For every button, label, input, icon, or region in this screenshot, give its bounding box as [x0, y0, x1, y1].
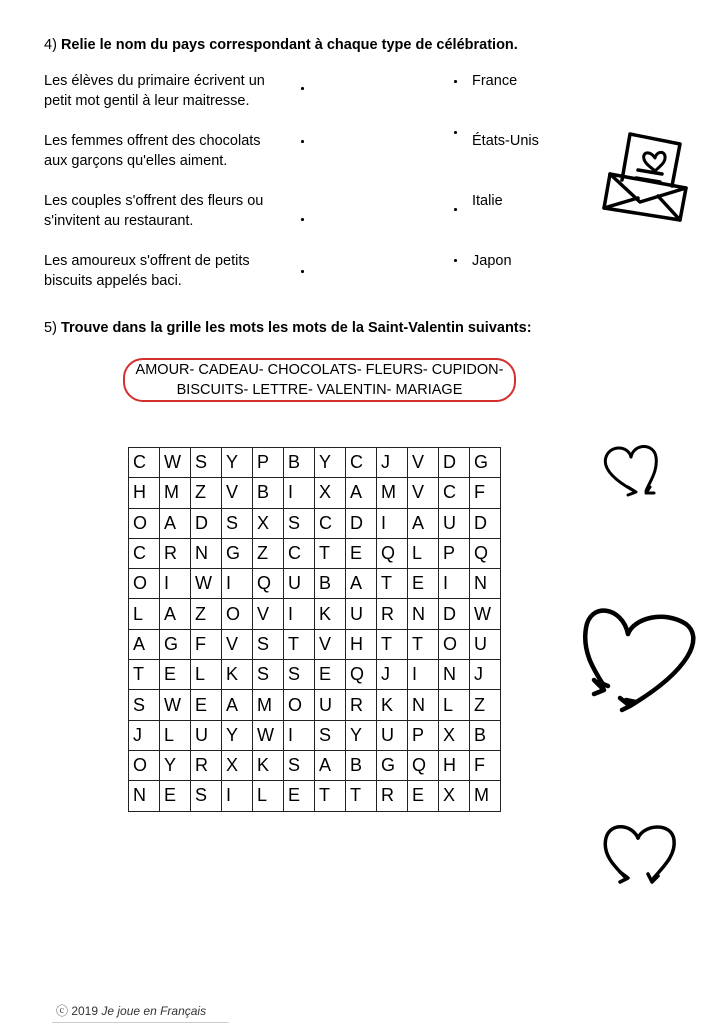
grid-cell[interactable]: T	[408, 629, 439, 659]
grid-cell[interactable]: D	[191, 508, 222, 538]
grid-cell[interactable]: I	[377, 508, 408, 538]
grid-cell[interactable]: A	[408, 508, 439, 538]
grid-cell[interactable]: M	[253, 690, 284, 720]
grid-cell[interactable]: R	[377, 781, 408, 811]
grid-cell[interactable]: E	[160, 660, 191, 690]
grid-cell[interactable]: J	[470, 660, 501, 690]
grid-cell[interactable]: U	[377, 720, 408, 750]
footer-copyright	[56, 1002, 206, 1019]
grid-cell[interactable]: W	[160, 690, 191, 720]
grid-cell[interactable]: Q	[346, 660, 377, 690]
grid-cell[interactable]: N	[439, 660, 470, 690]
grid-cell[interactable]: D	[346, 508, 377, 538]
grid-cell[interactable]: S	[191, 448, 222, 478]
grid-cell[interactable]: V	[222, 478, 253, 508]
q4-left-item-1-line2: petit mot gentil à leur maitresse.	[44, 93, 250, 109]
grid-cell[interactable]: G	[222, 538, 253, 568]
q4-left-item-2	[44, 131, 284, 171]
match-dot-left-1[interactable]	[301, 87, 304, 90]
grid-cell[interactable]: U	[439, 508, 470, 538]
grid-cell[interactable]: Q	[253, 569, 284, 599]
grid-cell[interactable]: Y	[346, 720, 377, 750]
grid-cell[interactable]: T	[315, 781, 346, 811]
grid-row	[129, 508, 501, 538]
grid-row	[129, 478, 501, 508]
match-dot-right-2[interactable]	[454, 131, 457, 134]
grid-cell[interactable]: E	[160, 781, 191, 811]
grid-cell[interactable]: I	[408, 660, 439, 690]
grid-row	[129, 538, 501, 568]
grid-row	[129, 569, 501, 599]
grid-cell[interactable]: I	[222, 569, 253, 599]
grid-cell[interactable]: K	[315, 599, 346, 629]
grid-cell[interactable]: S	[253, 660, 284, 690]
grid-cell[interactable]: H	[129, 478, 160, 508]
grid-cell[interactable]: I	[160, 569, 191, 599]
grid-cell[interactable]: S	[191, 781, 222, 811]
grid-cell[interactable]: N	[129, 781, 160, 811]
q4-left-item-2-line1: Les femmes offrent des chocolats	[44, 133, 261, 149]
country-japon: Japon	[472, 253, 512, 269]
grid-cell[interactable]: E	[408, 781, 439, 811]
grid-row	[129, 448, 501, 478]
grid-cell[interactable]: L	[408, 538, 439, 568]
grid-cell[interactable]: E	[346, 538, 377, 568]
grid-cell[interactable]: F	[470, 478, 501, 508]
grid-cell[interactable]: A	[315, 750, 346, 780]
grid-cell[interactable]: R	[377, 599, 408, 629]
match-dot-right-3[interactable]	[454, 208, 457, 211]
grid-cell[interactable]: F	[470, 750, 501, 780]
grid-cell[interactable]: K	[377, 690, 408, 720]
grid-cell[interactable]: Z	[191, 478, 222, 508]
grid-cell[interactable]: X	[439, 781, 470, 811]
grid-cell[interactable]: C	[284, 538, 315, 568]
grid-cell[interactable]: V	[408, 478, 439, 508]
love-letter-icon	[600, 128, 698, 226]
grid-cell[interactable]: A	[160, 508, 191, 538]
grid-cell[interactable]: C	[439, 478, 470, 508]
word-search-grid	[128, 447, 501, 812]
grid-cell[interactable]: B	[470, 720, 501, 750]
grid-cell[interactable]: U	[470, 629, 501, 659]
footer-brand: Je joue en Français	[101, 1004, 207, 1018]
country-etats-unis: États-Unis	[472, 133, 539, 149]
match-dot-left-2[interactable]	[301, 140, 304, 143]
grid-cell[interactable]: O	[129, 750, 160, 780]
q4-left-item-1	[44, 71, 284, 111]
grid-cell[interactable]: X	[253, 508, 284, 538]
grid-cell[interactable]: W	[191, 569, 222, 599]
grid-cell[interactable]: B	[346, 750, 377, 780]
grid-cell[interactable]: E	[284, 781, 315, 811]
grid-cell[interactable]: T	[284, 629, 315, 659]
q4-left-item-3	[44, 191, 284, 231]
grid-cell[interactable]: Q	[377, 538, 408, 568]
grid-cell[interactable]: Y	[315, 448, 346, 478]
grid-row	[129, 660, 501, 690]
grid-cell[interactable]: B	[315, 569, 346, 599]
grid-cell[interactable]: K	[222, 660, 253, 690]
grid-cell[interactable]: G	[470, 448, 501, 478]
grid-cell[interactable]: S	[284, 508, 315, 538]
heart-arrow-icon	[600, 820, 680, 888]
grid-cell[interactable]: T	[346, 781, 377, 811]
grid-cell[interactable]: O	[222, 599, 253, 629]
grid-cell[interactable]: Z	[470, 690, 501, 720]
grid-cell[interactable]: O	[284, 690, 315, 720]
grid-cell[interactable]: O	[129, 508, 160, 538]
grid-cell[interactable]: A	[346, 569, 377, 599]
country-italie: Italie	[472, 193, 503, 209]
heart-arrow-icon	[582, 600, 702, 715]
grid-row	[129, 629, 501, 659]
grid-cell[interactable]: L	[439, 690, 470, 720]
grid-cell[interactable]: S	[315, 720, 346, 750]
q4-left-item-4-line2: biscuits appelés baci.	[44, 273, 182, 289]
match-dot-left-3[interactable]	[301, 218, 304, 221]
grid-cell[interactable]: L	[160, 720, 191, 750]
q4-left-item-2-line2: aux garçons qu'elles aiment.	[44, 153, 228, 169]
word-list-line2: BISCUITS- LETTRE- VALENTIN- MARIAGE	[176, 382, 463, 398]
grid-cell[interactable]: I	[284, 599, 315, 629]
grid-cell[interactable]: V	[315, 629, 346, 659]
grid-cell[interactable]: V	[253, 599, 284, 629]
grid-cell[interactable]: R	[191, 750, 222, 780]
match-dot-right-1[interactable]	[454, 80, 457, 83]
country-france: France	[472, 73, 518, 89]
grid-cell[interactable]: Z	[253, 538, 284, 568]
grid-row	[129, 599, 501, 629]
grid-cell[interactable]: G	[160, 629, 191, 659]
grid-cell[interactable]: W	[160, 448, 191, 478]
word-list-box	[123, 358, 516, 402]
grid-cell[interactable]: T	[377, 569, 408, 599]
grid-cell[interactable]: P	[253, 448, 284, 478]
grid-cell[interactable]: L	[129, 599, 160, 629]
grid-cell[interactable]: I	[284, 720, 315, 750]
grid-cell[interactable]: I	[284, 478, 315, 508]
grid-cell[interactable]: J	[377, 448, 408, 478]
grid-cell[interactable]: J	[377, 660, 408, 690]
grid-cell[interactable]: X	[315, 478, 346, 508]
q4-left-item-3-line2: s'invitent au restaurant.	[44, 213, 194, 229]
grid-cell[interactable]: X	[439, 720, 470, 750]
grid-cell[interactable]: O	[129, 569, 160, 599]
grid-cell[interactable]: E	[315, 660, 346, 690]
grid-cell[interactable]: S	[253, 629, 284, 659]
grid-cell[interactable]: U	[346, 599, 377, 629]
grid-row	[129, 720, 501, 750]
grid-cell[interactable]: M	[160, 478, 191, 508]
grid-cell[interactable]: I	[222, 781, 253, 811]
grid-cell[interactable]: C	[129, 448, 160, 478]
footer-copyright-text: ⓒ 2019	[56, 1004, 102, 1018]
grid-cell[interactable]: E	[408, 569, 439, 599]
heart-arrow-icon	[598, 437, 664, 501]
grid-cell[interactable]: S	[222, 508, 253, 538]
match-dot-right-4[interactable]	[454, 259, 457, 262]
grid-cell[interactable]: U	[191, 720, 222, 750]
grid-cell[interactable]: A	[129, 629, 160, 659]
match-dot-left-4[interactable]	[301, 270, 304, 273]
grid-row	[129, 781, 501, 811]
grid-cell[interactable]: A	[346, 478, 377, 508]
grid-cell[interactable]: N	[408, 690, 439, 720]
grid-cell[interactable]: G	[377, 750, 408, 780]
grid-cell[interactable]: C	[346, 448, 377, 478]
grid-cell[interactable]: S	[129, 690, 160, 720]
grid-cell[interactable]: X	[222, 750, 253, 780]
q4-title	[44, 37, 518, 53]
grid-cell[interactable]: Y	[222, 448, 253, 478]
word-list-line1: AMOUR- CADEAU- CHOCOLATS- FLEURS- CUPIDON-	[135, 362, 504, 378]
grid-cell[interactable]: H	[346, 629, 377, 659]
grid-cell[interactable]: T	[129, 660, 160, 690]
grid-cell[interactable]: U	[315, 690, 346, 720]
grid-cell[interactable]: K	[253, 750, 284, 780]
grid-cell[interactable]: W	[253, 720, 284, 750]
grid-cell[interactable]: V	[408, 448, 439, 478]
grid-cell[interactable]: L	[191, 660, 222, 690]
grid-cell[interactable]: D	[439, 448, 470, 478]
grid-row	[129, 750, 501, 780]
q4-left-item-3-line1: Les couples s'offrent des fleurs ou	[44, 193, 264, 209]
grid-cell[interactable]: S	[284, 750, 315, 780]
grid-cell[interactable]: C	[129, 538, 160, 568]
grid-cell[interactable]: Z	[191, 599, 222, 629]
grid-cell[interactable]: H	[439, 750, 470, 780]
grid-cell[interactable]: E	[191, 690, 222, 720]
grid-cell[interactable]: A	[222, 690, 253, 720]
grid-cell[interactable]: Y	[222, 720, 253, 750]
grid-cell[interactable]: L	[253, 781, 284, 811]
grid-cell[interactable]: J	[129, 720, 160, 750]
q5-number: 5)	[44, 320, 57, 336]
grid-cell[interactable]: O	[439, 629, 470, 659]
grid-cell[interactable]: R	[160, 538, 191, 568]
q4-left-item-1-line1: Les élèves du primaire écrivent un	[44, 73, 265, 89]
grid-cell[interactable]: I	[439, 569, 470, 599]
grid-cell[interactable]: W	[470, 599, 501, 629]
q4-title-text: Relie le nom du pays correspondant à chaque type de célébration.	[60, 37, 518, 53]
q5-title	[44, 320, 532, 336]
grid-cell[interactable]: S	[284, 660, 315, 690]
q4-left-item-4	[44, 251, 284, 291]
grid-cell[interactable]: P	[439, 538, 470, 568]
q4-left-item-4-line1: Les amoureux s'offrent de petits	[44, 253, 250, 269]
grid-cell[interactable]: N	[408, 599, 439, 629]
grid-cell[interactable]: T	[377, 629, 408, 659]
grid-cell[interactable]: P	[408, 720, 439, 750]
grid-cell[interactable]: V	[222, 629, 253, 659]
grid-cell[interactable]: Q	[408, 750, 439, 780]
grid-cell[interactable]: Y	[160, 750, 191, 780]
grid-cell[interactable]: B	[253, 478, 284, 508]
q4-number: 4)	[44, 37, 57, 53]
grid-cell[interactable]: D	[470, 508, 501, 538]
grid-cell[interactable]: A	[160, 599, 191, 629]
grid-cell[interactable]: U	[284, 569, 315, 599]
q5-title-text: Trouve dans la grille les mots les mots de la Saint-Valentin suivants:	[60, 320, 532, 336]
grid-cell[interactable]: F	[191, 629, 222, 659]
grid-cell[interactable]: C	[315, 508, 346, 538]
grid-cell[interactable]: Q	[470, 538, 501, 568]
grid-cell[interactable]: D	[439, 599, 470, 629]
footer-divider	[52, 1022, 229, 1023]
grid-cell[interactable]: M	[377, 478, 408, 508]
grid-cell[interactable]: B	[284, 448, 315, 478]
grid-row	[129, 690, 501, 720]
grid-cell[interactable]: N	[191, 538, 222, 568]
grid-cell[interactable]: M	[470, 781, 501, 811]
grid-cell[interactable]: N	[470, 569, 501, 599]
grid-cell[interactable]: R	[346, 690, 377, 720]
grid-cell[interactable]: T	[315, 538, 346, 568]
